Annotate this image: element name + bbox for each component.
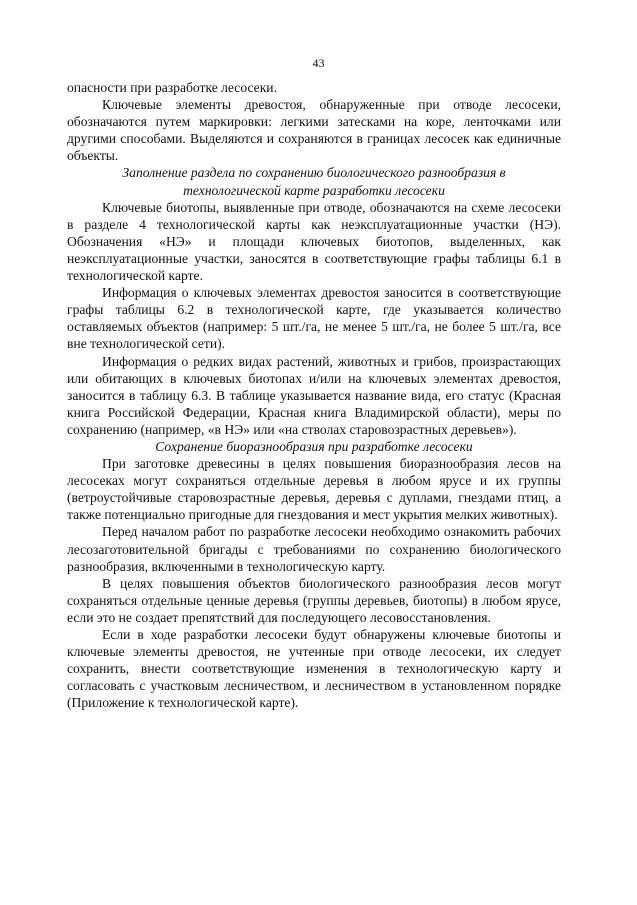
document-body (67, 79, 561, 711)
paragraph-key-elements-marking: Ключевые элементы древостоя, обнаруженные при отводе лесосеки, обозначаются путем маркировки: легкими затесками на коре, ленточками или другими способами. Выделяются и сохраняются в границах лесосек как единичные объекты. (67, 97, 561, 164)
paragraph-key-biotopes: Ключевые биотопы, выявленные при отводе, обозначаются на схеме лесосеки в разделе 4 технологической карты как неэксплуатационные участки (НЭ). Обозначения «НЭ» и площади ключевых биотопов, выделенных, как неэксплуатационные участки, заносятся в соответствующие графы таблицы 6.1 в технологической карте. (67, 199, 561, 284)
section-heading-line-2: технологической карте разработки лесосеки (183, 182, 445, 198)
paragraph-harvesting: При заготовке древесины в целях повышения биоразнообразия лесов на лесосеках могут сохраняться отдельные деревья в любом ярусе и их группы (ветроустойчивые старовозрастные деревья, деревья с дуплами, гнездами птиц, а также потенциально пригодные для гнездования и мест укрытия мелких животных). (67, 456, 561, 523)
page-number: 43 (312, 56, 325, 70)
paragraph-key-elements-info: Информация о ключевых элементах древостоя заносится в соответствующие графы таблицы 6.2 в технологической карте, где указывается количество оставляемых объектов (например: 5 шт./га, не менее 5 шт./га, не более 5 шт./га, все вне технологической сети). (67, 285, 561, 352)
section-heading-line-1: Заполнение раздела по сохранению биологического разнообразия в (122, 165, 506, 181)
paragraph-rare-species: Информация о редких видах растений, животных и грибов, произрастающих или обитающих в ключевых биотопах и/или на ключевых элементах древостоя, заносится в таблицу 6.3. В таблице указывается название вида, его статус (Красная книга Российской Федерации, Красная книга Владимирской области), меры по сохранению (например, «в НЭ» или «на стволах старовозрастных деревьев»). (67, 353, 561, 437)
section-heading-filling-biodiversity (67, 164, 561, 198)
paragraph-discovered-biotopes: Если в ходе разработки лесосеки будут обнаружены ключевые биотопы и ключевые элементы древостоя, не учтенные при отводе лесосеки, их следует сохранить, внести соответствующие изменения в технологическую карту и согласовать с участковым лесничеством, и лесничеством в установленном порядке (Приложение к технологической карте). (67, 627, 561, 711)
section-heading-biodiversity-preservation: Сохранение биоразнообразия при разработке лесосеки (155, 438, 473, 454)
paragraph-briefing: Перед началом работ по разработке лесосеки необходимо ознакомить рабочих лесозаготовительной бригады с требованиями по сохранению биологического разнообразия, включенными в технологическую карту. (67, 524, 561, 574)
paragraph-continuation: опасности при разработке лесосеки. (67, 80, 277, 95)
paragraph-valuable-trees: В целях повышения объектов биологического разнообразия лесов могут сохраняться отдельные ценные деревья (группы деревьев, биотопы) в любом ярусе, если это не создает препятствий для последующего лесовосстановления. (67, 575, 561, 625)
